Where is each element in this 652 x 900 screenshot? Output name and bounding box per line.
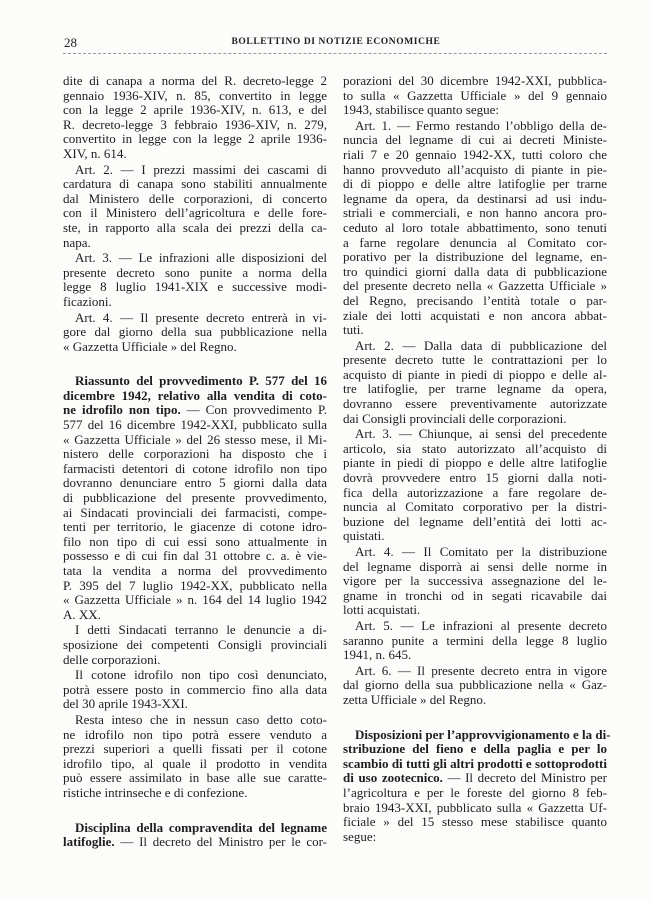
text-line: ceduto al loro totale abbattimento, sono tenuti [343, 219, 607, 235]
text-line: XIV, n. 614. [63, 145, 127, 161]
text-line: « Gazzetta Ufficiale » n. 164 del 14 luglio 1942 [63, 592, 327, 608]
section-paragraph [343, 726, 611, 845]
text-line: a farne regolare denuncia al Comitato cor- [343, 234, 607, 250]
text-line: idrofilo tipo, al quale il prodotto in vendita [63, 755, 327, 771]
text-line [63, 403, 327, 418]
paragraph [63, 668, 327, 712]
text-line: Art. 4. — Il Comitato per la distribuzione [355, 544, 607, 559]
text-line: del presente decreto nella « Gazzetta Ufficiale » [343, 278, 607, 294]
text-line: tenti per territorio, le giacenze di cotone idro- [63, 519, 327, 535]
text-line: fica della autorizzazione a fare regolare de- [343, 484, 607, 500]
text-line: ficiale » del 15 stesso mese stabilisce quanto [343, 814, 607, 830]
text-line: 1943, stabilisce quanto segue: [343, 102, 499, 118]
text-line: del legname disporrà ai sensi delle norme in [343, 558, 607, 574]
text-line: Il cotone idrofilo non tipo così denunciato, [75, 667, 327, 683]
text-line: quistati. [343, 528, 385, 544]
bold-heading-text: Disposizioni per l’approvvigionamento e la di- [355, 726, 611, 742]
header-rule [63, 53, 607, 54]
text-line: convertito in legge con la legge 2 aprile 1936- [63, 131, 327, 147]
text-line: ne idrofilo non tipo potrà essere venduto a [63, 726, 327, 742]
section-paragraph [63, 821, 327, 850]
text-line: del Regno, precisando l’entità totale o par- [343, 292, 607, 308]
text-line: possesso e di cui fin dal 31 ottobre c. a. è vie- [63, 548, 327, 564]
text-line: zetta Ufficiale » del Regno. [343, 691, 487, 707]
text-line: legname da opera, da destinarsi ad usi indu- [343, 190, 607, 206]
text-line: vigore per la successiva assegnazione del le- [343, 573, 607, 589]
text-line: articolo, sia stato autorizzato all’acquisto di [343, 440, 607, 456]
text-line: hanno provveduto all’acquisto di piante in pie- [343, 161, 607, 177]
text-run: — Il decreto del Ministro per le cor- [114, 834, 327, 850]
text-line: Art. 3. — Chiunque, ai sensi del precedente [355, 426, 607, 442]
running-header-title: BOLLETTINO DI NOTIZIE ECONOMICHE [231, 37, 441, 47]
bold-heading-text: latifoglie. [63, 834, 115, 850]
text-line: Resta inteso che in nessun caso detto coto- [75, 711, 327, 727]
paragraph [63, 163, 327, 251]
text-line: segue: [343, 828, 377, 844]
text-line: gname in tronchi od in segati ricavabile dai [343, 587, 607, 603]
paragraph [343, 545, 607, 618]
text-line: potrà essere posto in commercio fino alla data [63, 681, 327, 697]
bold-heading-text: di uso zootecnico. [343, 770, 443, 786]
text-line: Art. 4. — Il presente decreto entrerà in vi- [75, 309, 327, 325]
text-line: R. decreto-legge 3 febbraio 1936-XIV, n. 279, [63, 116, 327, 132]
text-line: l’agricoltura e per le foreste del giorno 8 feb- [343, 784, 607, 800]
paragraph [63, 623, 327, 667]
text-line: Art. 2. — Dalla data di pubblicazione del [355, 337, 607, 353]
text-line [343, 726, 611, 743]
text-line: gennaio 1936-XIV, n. 85, convertito in legge [63, 87, 327, 103]
paragraph [63, 311, 327, 355]
text-line: dite di canapa a norma del R. decreto-legge 2 [63, 73, 327, 88]
text-line: legge 8 luglio 1941-XIX e successive modi- [63, 279, 327, 295]
text-line: I detti Sindacati terranno le denuncie a di- [75, 622, 327, 638]
text-line: tata la vendita a norma del provvedimento [63, 563, 327, 578]
text-line: gore dal giorno della sua pubblicazione nella [63, 324, 327, 340]
paragraph [63, 74, 327, 162]
text-line: Art. 1. — Fermo restando l’obbligo della de- [355, 117, 607, 133]
paragraph [343, 619, 607, 663]
paragraph [63, 713, 327, 801]
text-line: presente decreto tutte le contrattazioni per lo [343, 352, 607, 368]
bold-heading-text: dicembre 1942, relativo alla vendita di coto- [63, 387, 327, 403]
text-line: filo non tipo di cui essi sono attualmente in [63, 533, 327, 549]
paragraph [343, 664, 607, 708]
text-line: riali 7 e 20 gennaio 1942-XX, tutti coloro che [343, 146, 607, 162]
bold-heading-text: stribuzione del fieno e della paglia e per lo [343, 741, 607, 757]
text-line: Art. 3. — Le infrazioni alle disposizioni del [75, 250, 327, 266]
text-line: porativo per la distribuzione del legname, en- [343, 249, 607, 265]
text-run: — Il decreto del Ministro per [442, 770, 607, 786]
text-line: napa. [63, 234, 91, 250]
paragraph [63, 251, 327, 309]
text-line: presente decreto sono punite a norma della [63, 264, 327, 280]
text-line: del 30 aprile 1943-XXI. [63, 696, 188, 712]
text-line: dal giorno della sua pubblicazione nella « Gaz- [343, 677, 607, 693]
text-line: porazioni del 30 dicembre 1942-XXI, pubblica- [343, 73, 607, 88]
text-line: Art. 5. — Le infrazioni al presente decreto [355, 617, 607, 633]
text-line [343, 742, 607, 757]
text-line: tre latifoglie, per trarne legname da opera, [343, 381, 607, 397]
text-line: prezzi superiori a quelli fissati per il cotone [63, 741, 327, 757]
text-line [63, 374, 327, 389]
text-line: ristiche intrinseche e di confezione. [63, 784, 248, 800]
left-column [63, 74, 327, 851]
text-line: dovranno denunciare entro 5 giorni dalla data [63, 475, 327, 491]
bold-heading-text: ne idrofilo non tipo. [63, 402, 181, 418]
text-line: tuti. [343, 322, 364, 338]
text-line: « Gazzetta Ufficiale » del Regno. [63, 338, 237, 354]
paragraph [343, 119, 607, 338]
text-line: può essere assimilato in base alle sue caratte- [63, 770, 327, 786]
text-line: saranno punite a termini della legge 8 luglio [343, 632, 607, 648]
text-line: A. XX. [63, 606, 101, 622]
text-line: nistero delle corporazioni ha disposto che i [63, 446, 327, 462]
text-run: — Con provvedimento P. [180, 402, 327, 418]
paragraph [343, 74, 607, 118]
text-line: con il Ministero dell’agricoltura e delle fore- [63, 205, 327, 221]
text-line: di pubblicazione del presente provvedimento, [63, 490, 327, 506]
paragraph [343, 427, 607, 544]
text-line: dovrà provvedere entro 15 giorni dalla noti- [343, 470, 607, 486]
text-line: farmacisti detentori di cotone idrofilo non tipo [63, 460, 327, 476]
text-line: buzione del legname dell’entità dei lotti ac- [343, 513, 607, 529]
text-line [63, 835, 327, 850]
bold-heading-text: scambio di tutti gli altri prodotti e sottoprodotti [343, 755, 607, 771]
text-line: ste, in rapporto alla scala dei prezzi della ca- [63, 219, 327, 235]
section-paragraph [63, 374, 327, 622]
text-line: nuncia del legname di cui ai decreti Ministe- [343, 132, 607, 148]
text-line [63, 389, 327, 404]
text-line: delle corporazioni. [63, 651, 161, 667]
paragraph [343, 339, 607, 427]
right-column [343, 73, 611, 845]
text-line: con la legge 2 aprile 1936-XIV, n. 613, e del [63, 102, 327, 118]
page-number: 28 [64, 35, 77, 50]
bold-heading-text: Riassunto del provvedimento P. 577 del 16 [75, 373, 327, 389]
text-line: braio 1943-XXI, pubblicato sulla « Gazzetta Uf- [343, 799, 607, 815]
text-line: cardatura di canapa sono stabiliti annualmente [63, 176, 327, 192]
text-line: 577 del 16 dicembre 1942-XXI, pubblicato sulla [63, 417, 327, 433]
text-line: nuncia al Comitato corporativo per la distri- [343, 499, 607, 515]
text-line: acquisto di piante in piedi di pioppo e delle al- [343, 366, 607, 382]
text-line: P. 395 del 7 luglio 1942-XX, pubblicato nella [63, 577, 327, 593]
bold-heading-text: Disciplina della compravendita del legname [75, 819, 327, 835]
text-line: Art. 6. — Il presente decreto entra in vigore [355, 662, 607, 678]
text-line: 1941, n. 645. [343, 647, 412, 663]
text-line [343, 757, 607, 772]
text-line [63, 821, 327, 836]
text-line: tro quindici giorni dalla data di pubblicazione [343, 263, 607, 279]
text-line [343, 771, 607, 786]
text-line: ficazioni. [63, 293, 112, 309]
text-line: dal Ministero delle corporazioni, di concerto [63, 190, 327, 206]
text-line: ai Sindacati provinciali dei farmacisti, compe- [63, 504, 327, 520]
text-line: Art. 2. — I prezzi massimi dei cascami di [75, 161, 327, 177]
text-line: striali e commerciali, e non hanno ancora pro- [343, 205, 607, 221]
text-line: piante in piedi di pioppo e delle altre latifoglie [343, 455, 607, 471]
text-line: sposizione dei competenti Consigli provinciali [63, 636, 327, 652]
text-line: ziale dei lotti acquistati e non ancora abbat- [343, 307, 607, 323]
text-line: dovranno essere preventivamente autorizzate [343, 396, 607, 412]
text-line: to sulla « Gazzetta Ufficiale » del 9 gennaio [343, 87, 607, 103]
text-line: dai Consigli provinciali delle corporazioni. [343, 410, 567, 426]
text-line: « Gazzetta Ufficiale » del 26 stesso mese, il Mi- [63, 431, 327, 447]
text-line: di di pioppo e delle altre latifoglie per trarne [343, 176, 607, 192]
text-line: lotti acquistati. [343, 602, 421, 618]
